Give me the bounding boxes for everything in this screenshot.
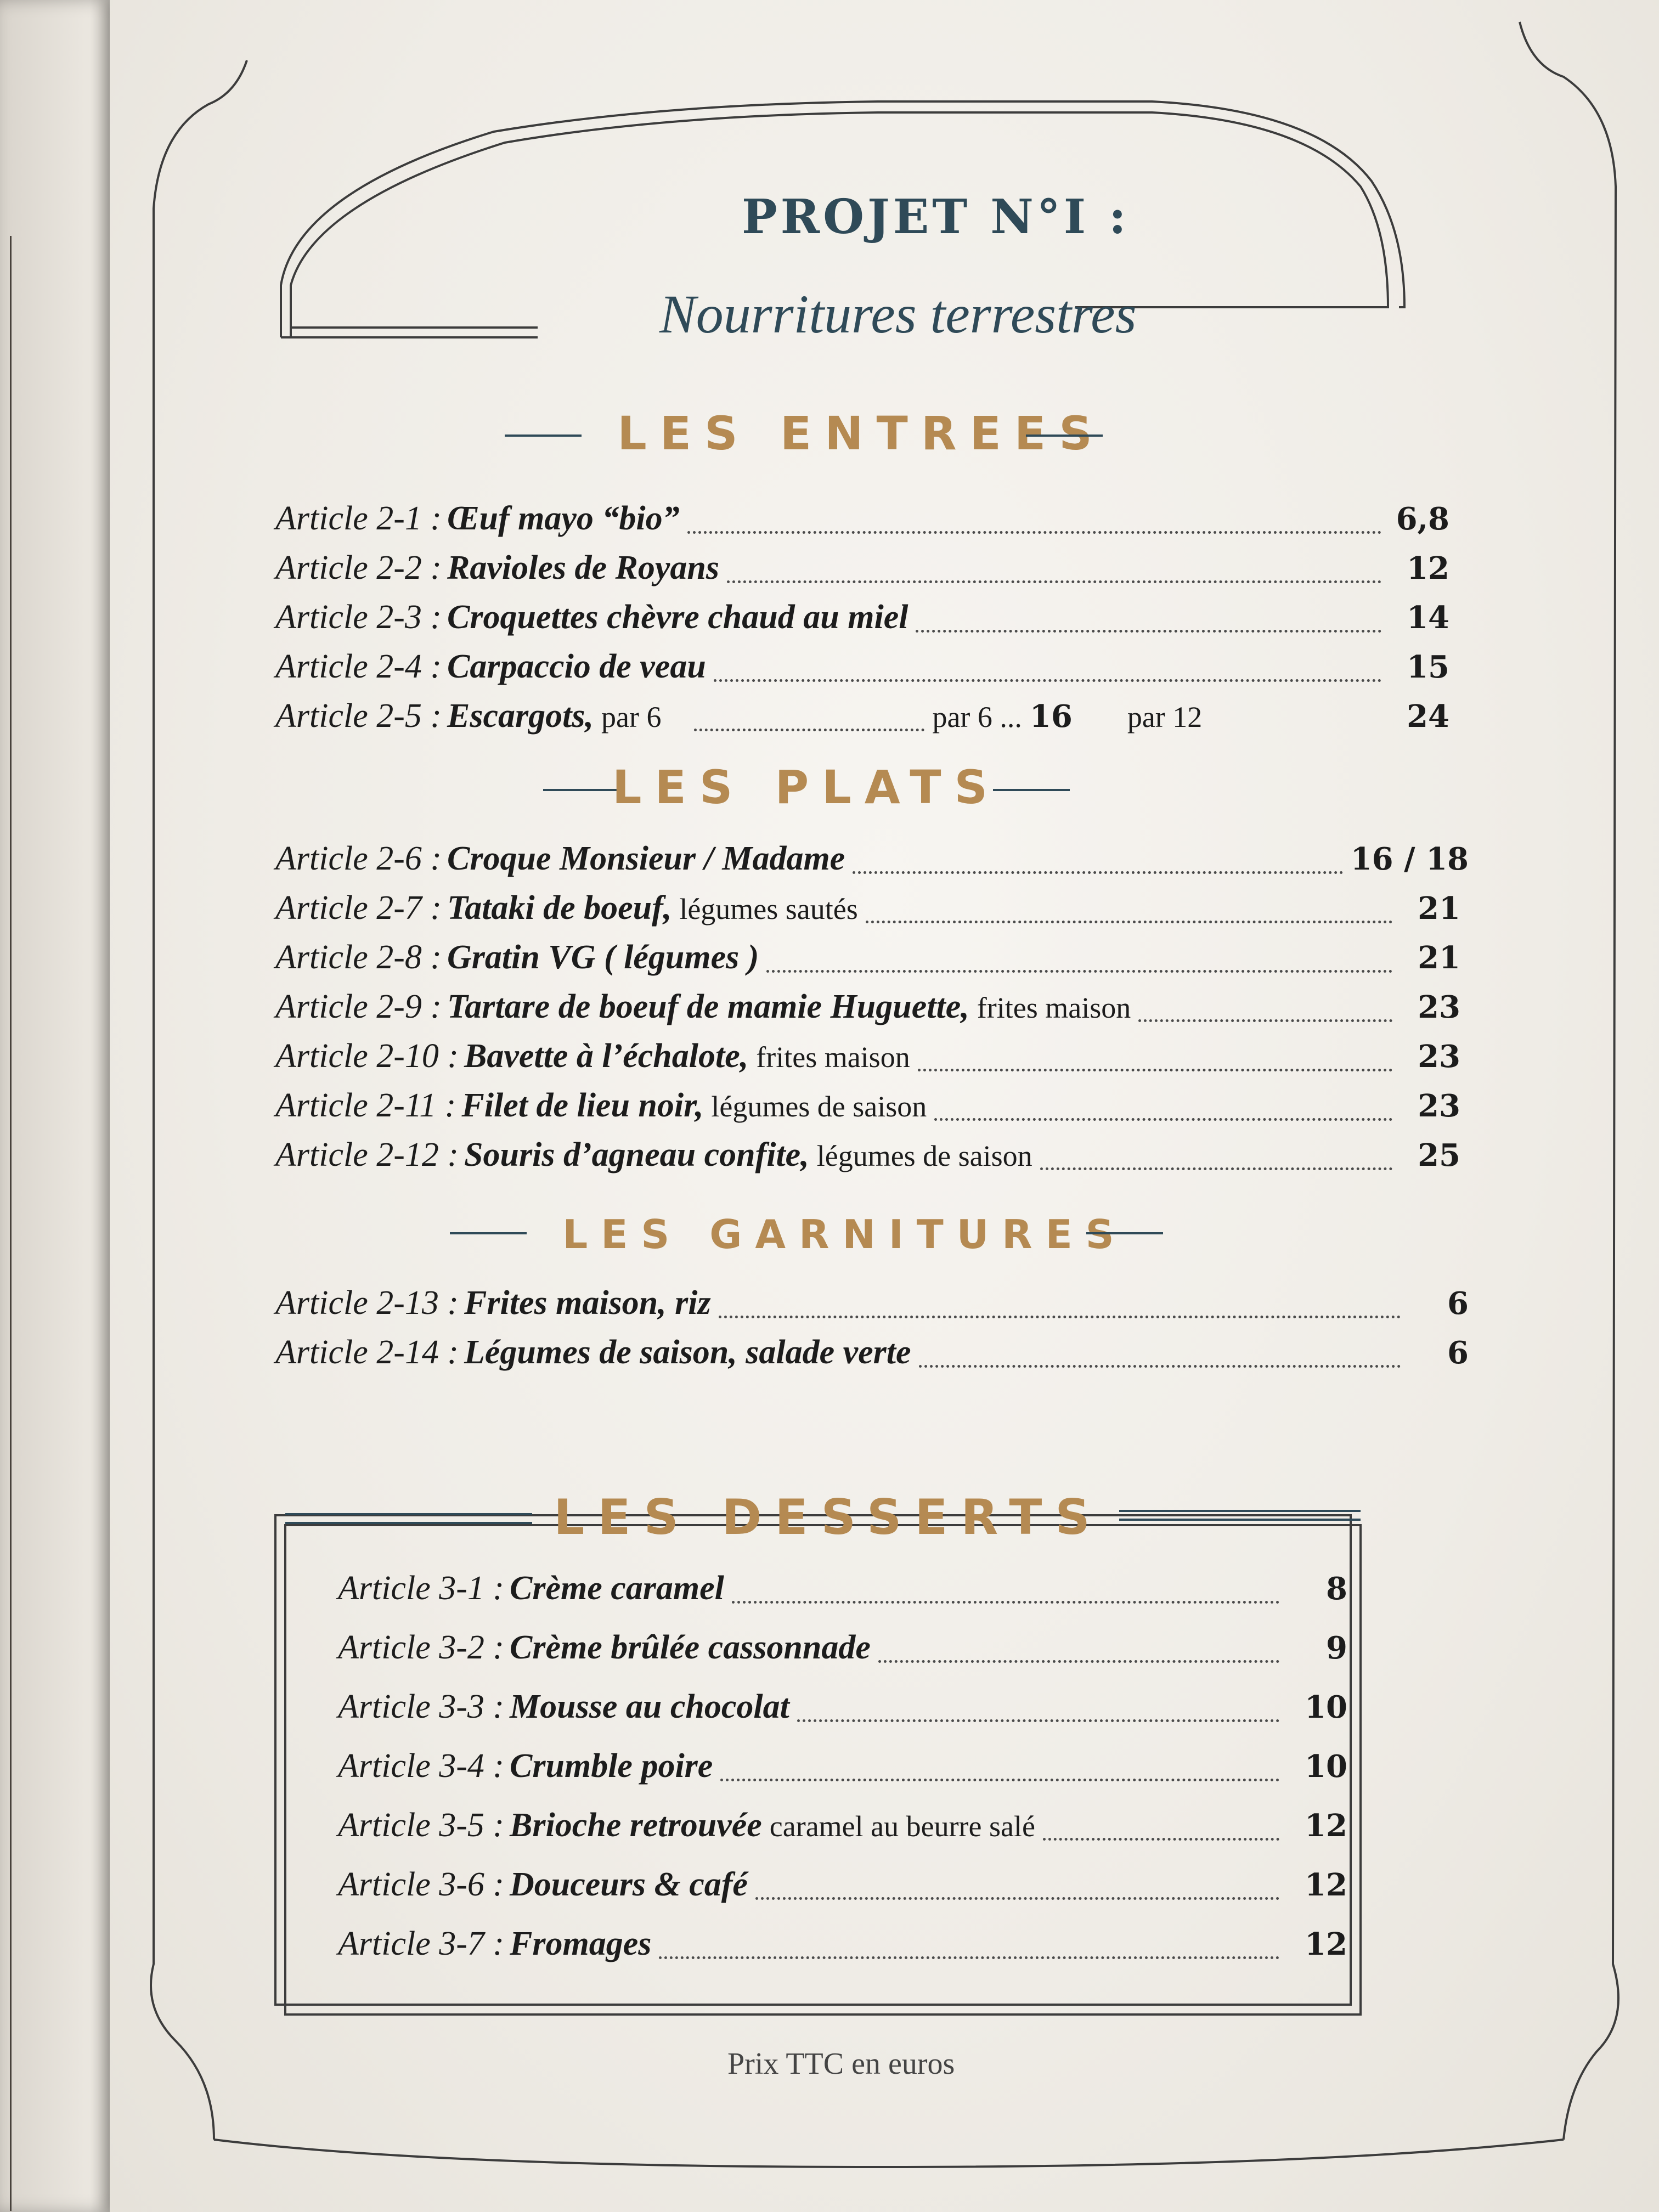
item-price: 16 / 18 <box>1350 841 1469 877</box>
menu-item <box>338 1925 1347 1974</box>
item-name: Croque Monsieur / Madame <box>447 840 845 877</box>
leader-dots <box>755 1897 1279 1900</box>
menu-item <box>275 988 1460 1037</box>
leader-dots <box>714 679 1381 682</box>
item-name: Ravioles de Royans <box>447 549 719 586</box>
menu-item <box>275 1086 1460 1136</box>
item-label: Article 2-13 : <box>275 1284 459 1322</box>
page-subtitle: Nourritures terrestres <box>659 284 1137 345</box>
section-rule-left <box>543 789 620 791</box>
leader-dots <box>1043 1838 1279 1841</box>
item-price: 14 <box>1407 600 1449 636</box>
leader-dots <box>797 1719 1279 1722</box>
item-name: Crème caramel <box>510 1570 724 1607</box>
item-description: légumes de saison <box>816 1139 1032 1172</box>
leader-dots <box>1138 1019 1392 1022</box>
item-price: 10 <box>1305 1748 1347 1785</box>
section-rule-right <box>1026 435 1103 437</box>
menu-item <box>275 889 1460 938</box>
leader-dots <box>916 630 1381 633</box>
item-price: 25 <box>1418 1137 1460 1173</box>
leader-dots <box>694 729 924 731</box>
menu-item <box>338 1628 1347 1678</box>
item-label: Article 2-4 : <box>275 648 442 685</box>
leader-dots <box>659 1956 1279 1959</box>
item-name: Tataki de boeuf, <box>447 889 672 927</box>
section-rule-right <box>1086 1232 1163 1234</box>
section-rule-left <box>285 1522 532 1524</box>
item-price: 12 <box>1305 1867 1347 1903</box>
item-price: 6 <box>1447 1335 1469 1371</box>
item-label: Article 2-3 : <box>275 599 442 636</box>
item-price: 23 <box>1418 989 1460 1025</box>
item-price: 23 <box>1418 1088 1460 1124</box>
menu-item <box>275 697 1449 746</box>
menu-item <box>275 1284 1469 1333</box>
menu-item <box>275 549 1449 598</box>
menu-page <box>110 0 1659 2212</box>
section-title-plats: LES PLATS <box>612 760 1001 814</box>
item-name: Brioche retrouvée <box>510 1807 762 1844</box>
price-6-label: par 6 ... <box>932 701 1022 733</box>
item-label: Article 2-11 : <box>275 1087 456 1124</box>
item-label: Article 3-1 : <box>338 1570 505 1607</box>
price-note: Prix TTC en euros <box>727 2047 955 2081</box>
item-label: Article 3-2 : <box>338 1629 505 1666</box>
menu-item <box>275 499 1449 549</box>
item-price: 15 <box>1407 649 1449 685</box>
menu-item <box>338 1747 1347 1796</box>
item-name: Œuf mayo “bio” <box>447 500 680 537</box>
section-title-garnitures: LES GARNITURES <box>562 1211 1127 1257</box>
item-name: Frites maison, riz <box>464 1284 711 1322</box>
menu-item <box>338 1806 1347 1855</box>
item-label: Article 2-5 : <box>275 697 442 735</box>
menu-item <box>338 1865 1347 1915</box>
left-page-border <box>0 236 12 2211</box>
item-name: Souris d’agneau confite, <box>464 1136 809 1173</box>
item-price: 6,8 <box>1396 501 1449 537</box>
item-label: Article 3-7 : <box>338 1925 505 1962</box>
menu-item <box>275 839 1469 889</box>
section-rule-right <box>993 789 1070 791</box>
item-price: 8 <box>1326 1571 1347 1607</box>
item-name: Légumes de saison, salade verte <box>464 1334 911 1371</box>
item-name: Mousse au chocolat <box>510 1688 789 1725</box>
item-description: frites maison <box>977 991 1131 1024</box>
item-label: Article 2-2 : <box>275 549 442 586</box>
project-title: PROJET N°I : <box>742 189 1130 245</box>
section-rule-left <box>285 1513 532 1515</box>
item-label: Article 3-3 : <box>338 1688 505 1725</box>
section-title-desserts: LES DESSERTS <box>554 1488 1103 1545</box>
section-rule-right <box>1119 1519 1361 1521</box>
item-price: 12 <box>1305 1808 1347 1844</box>
leader-dots <box>727 580 1381 583</box>
item-name: Bavette à l’échalote, <box>464 1037 749 1075</box>
item-price: 23 <box>1418 1039 1460 1075</box>
menu-item <box>275 1136 1460 1185</box>
item-label: Article 2-6 : <box>275 840 442 877</box>
item-name: Tartare de boeuf de mamie Huguette, <box>447 988 969 1025</box>
item-price: 10 <box>1305 1689 1347 1725</box>
leader-dots <box>687 531 1381 534</box>
item-label: Article 3-5 : <box>338 1807 505 1844</box>
item-label: Article 2-8 : <box>275 939 442 976</box>
item-label: Article 2-14 : <box>275 1334 459 1371</box>
menu-item <box>338 1688 1347 1737</box>
item-description: caramel au beurre salé <box>769 1810 1035 1843</box>
item-label: Article 2-1 : <box>275 500 442 537</box>
leader-dots <box>719 1316 1401 1318</box>
item-label: Article 3-4 : <box>338 1747 505 1785</box>
item-description: légumes de saison <box>711 1090 927 1123</box>
menu-item <box>275 938 1460 988</box>
item-label: Article 3-6 : <box>338 1866 505 1903</box>
item-price: 21 <box>1418 940 1460 976</box>
menu-item <box>338 1569 1347 1618</box>
item-name: Croquettes chèvre chaud au miel <box>447 599 909 636</box>
item-label: Article 2-9 : <box>275 988 442 1025</box>
item-price: 12 <box>1305 1926 1347 1962</box>
menu-item <box>275 1037 1460 1086</box>
menu-item <box>275 1333 1469 1383</box>
item-name: Crumble poire <box>510 1747 713 1785</box>
leader-dots <box>853 871 1343 874</box>
item-price: 12 <box>1407 550 1449 586</box>
item-label: Article 2-12 : <box>275 1136 459 1173</box>
item-name: Carpaccio de veau <box>447 648 706 685</box>
leader-dots <box>866 921 1392 923</box>
section-rule-right <box>1119 1510 1361 1512</box>
leader-dots <box>934 1118 1392 1121</box>
item-description: par 6 <box>601 701 662 733</box>
menu-item <box>275 598 1449 647</box>
item-price: 6 <box>1447 1285 1469 1322</box>
leader-dots <box>1040 1167 1392 1170</box>
item-description: frites maison <box>756 1041 910 1074</box>
item-name: Filet de lieu noir, <box>461 1087 704 1124</box>
price-12-label: par 12 <box>1127 701 1203 733</box>
menu-item <box>275 647 1449 697</box>
price-6 <box>1030 698 1073 735</box>
leader-dots <box>919 1365 1401 1368</box>
leader-dots <box>732 1601 1279 1604</box>
leader-dots <box>918 1069 1392 1071</box>
item-name: Fromages <box>510 1925 652 1962</box>
section-rule-left <box>450 1232 527 1234</box>
item-price: 24 <box>1407 698 1449 735</box>
price-6-value: 16 <box>1029 698 1073 735</box>
item-price: 21 <box>1418 890 1460 927</box>
section-rule-left <box>505 435 582 437</box>
leader-dots <box>720 1779 1279 1781</box>
leader-dots <box>766 970 1392 973</box>
item-name: Crème brûlée cassonnade <box>510 1629 871 1666</box>
item-name: Escargots, <box>447 697 594 735</box>
item-label: Article 2-7 : <box>275 889 442 927</box>
item-description: légumes sautés <box>679 893 858 926</box>
leader-dots <box>878 1660 1279 1663</box>
section-title-entrees: LES ENTREES <box>617 407 1105 460</box>
item-name: Douceurs & café <box>510 1866 748 1903</box>
item-label: Article 2-10 : <box>275 1037 459 1075</box>
item-name: Gratin VG ( légumes ) <box>447 939 759 976</box>
item-price: 9 <box>1326 1630 1347 1666</box>
